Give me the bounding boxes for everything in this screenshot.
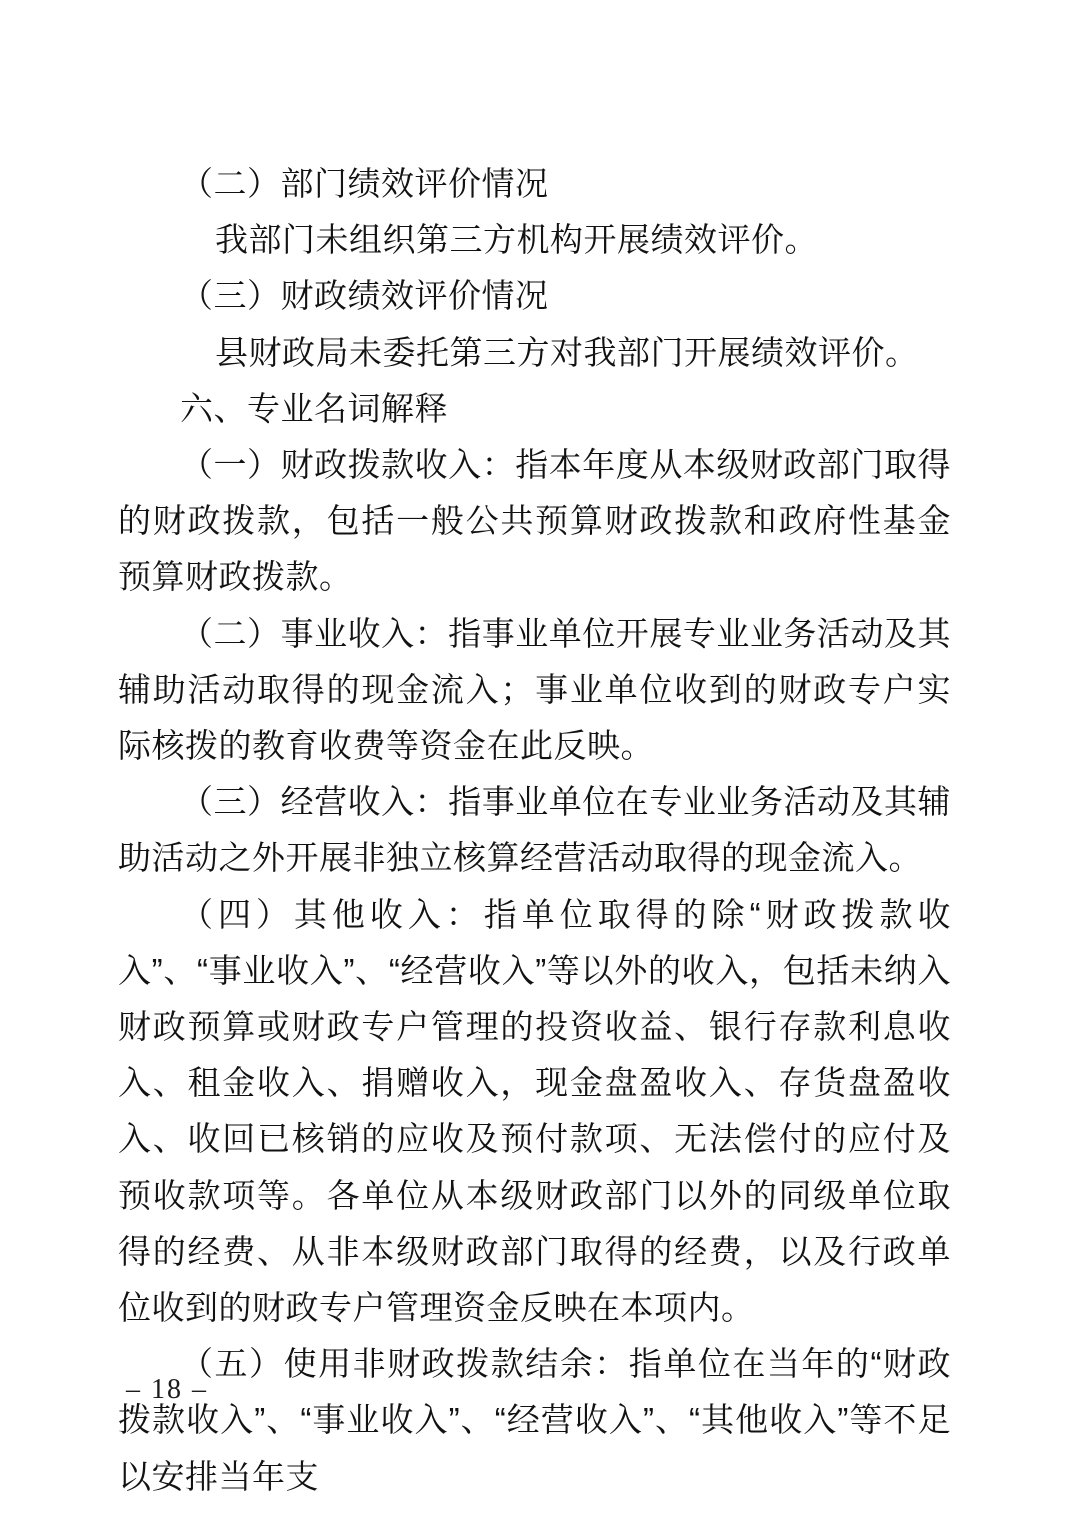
term-non-fiscal-appropriation-surplus: （五）使用非财政拨款结余：指单位在当年的“财政拨款收入”、“事业收入”、“经营收入”、“其他收入”等不足以安排当年支 [118,1345,951,1495]
term-fiscal-appropriation-income: （一）财政拨款收入：指本年度从本级财政部门取得的财政拨款，包括一般公共预算财政拨款和政府性基金预算财政拨款。 [118,446,951,596]
document-body [118,156,951,1505]
term-business-income: （三）经营收入：指事业单位在专业业务活动及其辅助活动之外开展非独立核算经营活动取得的现金流入。 [118,783,951,877]
subheading-dept-evaluation: （二）部门绩效评价情况 [180,165,549,202]
heading-terms-glossary: 六、专业名词解释 [180,389,448,427]
text-dept-evaluation: 我部门未组织第三方机构开展绩效评价。 [215,221,818,259]
page-number: – 18 – [126,1374,208,1405]
subheading-fiscal-evaluation: （三）财政绩效评价情况 [180,277,549,315]
term-institutional-income: （二）事业收入：指事业单位开展专业业务活动及其辅助活动取得的现金流入；事业单位收到的财政专户实际核拨的教育收费等资金在此反映。 [118,614,951,765]
term-other-income: （四）其他收入：指单位取得的除“财政拨款收入”、“事业收入”、“经营收入”等以外的收入，包括未纳入财政预算或财政专户管理的投资收益、银行存款利息收入、租金收入、捐赠收入，现金盘盈收入、存货盘盈收入、收回已核销的应收及预付款项、无法偿付的应付及预收款项等。各单位从本级财政部门以外的同级单位取得的经费、从非本级财政部门取得的经费，以及行政单位收到的财政专户管理资金反映在本项内。 [118,895,951,1327]
text-fiscal-evaluation: 县财政局未委托第三方对我部门开展绩效评价。 [215,333,919,371]
